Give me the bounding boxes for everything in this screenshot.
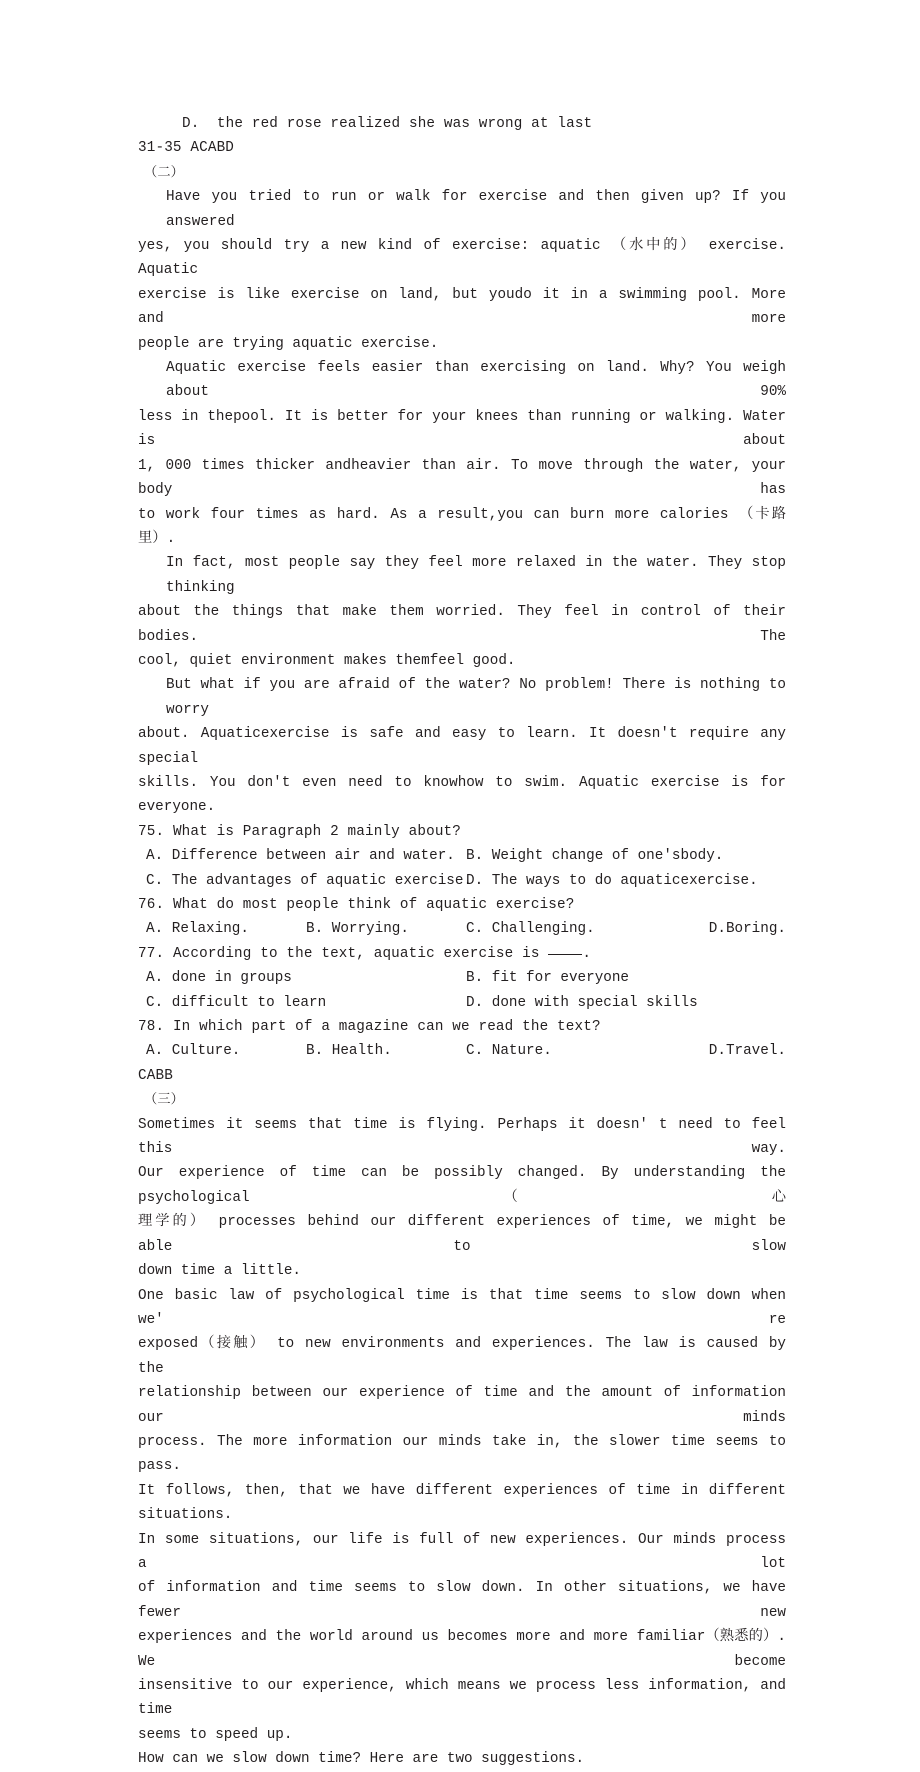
section-marker-three: （三） (144, 1092, 185, 1108)
option-b[interactable]: B. Health. (306, 1043, 392, 1060)
passage-2-paragraph-4 (138, 673, 786, 819)
option-d[interactable]: D.Travel. (708, 1043, 786, 1060)
passage-line: about the things that make them worried. They feel in control of their bodies. The (138, 604, 786, 645)
question-text: In which part of a magazine can we read the text? (172, 1019, 601, 1036)
passage-line: 1, 000 times thicker andheavier than air. To move through the water, your body has (138, 457, 786, 499)
question-76-stem (138, 893, 786, 917)
question-77-options-row-2 (138, 991, 786, 1015)
question-number: 78. (138, 1019, 165, 1036)
option-c[interactable]: C. The advantages of aquatic exercise. (146, 872, 473, 889)
passage-line: It follows, then, that we have different experiences of time in different situations. (138, 1482, 786, 1524)
passage-line: cool, quiet environment makes themfeel good. (138, 652, 516, 669)
passage-line: of information and time seems to slow down. In other situations, we have fewer new (138, 1580, 786, 1621)
passage-line: exposed（接触） to new environments and experiences. The law is caused by the (138, 1336, 786, 1377)
question-number: 75. (138, 823, 165, 840)
passage-line: skills. You don't even need to knowhow to swim. Aquatic exercise is for everyone. (138, 774, 786, 816)
question-number: 77. (138, 945, 165, 962)
passage-3-paragraph-1 (138, 1113, 786, 1284)
option-b[interactable]: B. Weight change of one'sbody. (466, 848, 724, 865)
question-76 (138, 893, 786, 942)
previous-question-option-d: D. the red rose realized she was wrong at last (182, 116, 593, 132)
option-c[interactable]: C. Challenging. (466, 921, 595, 938)
question-76-options-row (138, 917, 786, 941)
question-text-end: . (582, 945, 592, 962)
question-77-stem (138, 942, 786, 966)
question-75-options-row-2 (138, 869, 786, 893)
question-78 (138, 1015, 786, 1064)
passage-3-paragraph-3 (138, 1747, 786, 1771)
passage-line: Have you tried to run or walk for exercise and then given up? If you answered (166, 189, 786, 230)
passage-2-paragraph-2 (138, 356, 786, 551)
answer-blank[interactable] (548, 954, 582, 955)
passage-line: less in thepool. It is better for your knees than running or walking. Water is about (138, 408, 786, 450)
question-75 (138, 820, 786, 893)
question-78-stem (138, 1015, 786, 1039)
option-b[interactable]: B. fit for everyone (466, 970, 630, 987)
passage-line: experiences and the world around us becomes more and more familiar（熟悉的）. We become (138, 1629, 786, 1670)
option-a[interactable]: A. Culture. (146, 1043, 241, 1060)
passage-line: seems to speed up. (138, 1726, 293, 1743)
passage-line: Aquatic exercise feels easier than exercising on land. Why? You weigh about 90% (166, 360, 786, 401)
passage-line: In fact, most people say they feel more relaxed in the water. They stop thinking (166, 555, 786, 596)
passage-line: process. The more information our minds take in, the slower time seems to pass. (138, 1433, 786, 1475)
passage-line: relationship between our experience of time and the amount of information our minds (138, 1385, 786, 1426)
passage-2-paragraph-3 (138, 551, 786, 673)
answer-key-31-35: 31-35 ACABD (138, 140, 235, 157)
passage-line: 理学的） processes behind our different experiences of time, we might be able to slow (138, 1214, 786, 1255)
answer-key-75-78: CABB (138, 1067, 173, 1084)
question-75-stem (138, 820, 786, 844)
passage-line: to work four times as hard. As a result,you can burn more calories （卡路里）. (138, 506, 786, 547)
question-77 (138, 942, 786, 1015)
question-75-options-row-1 (138, 844, 786, 868)
passage-line: down time a little. (138, 1263, 302, 1280)
option-c[interactable]: C. difficult to learn (146, 994, 327, 1011)
option-a[interactable]: A. Relaxing. (146, 921, 249, 938)
passage-line: Our experience of time can be possibly changed. By understanding the psychological（心 (138, 1165, 786, 1206)
passage-line: How can we slow down time? Here are two suggestions. (138, 1751, 585, 1768)
passage-line: In some situations, our life is full of new experiences. Our minds process a lot (138, 1531, 786, 1572)
passage-line: insensitive to our experience, which means we process less information, and time (138, 1678, 786, 1719)
passage-line: But what if you are afraid of the water? No problem! There is nothing to worry (166, 677, 786, 718)
question-77-options-row-1 (138, 966, 786, 990)
passage-2-paragraph-1 (138, 185, 786, 356)
passage-line: yes, you should try a new kind of exercise: aquatic （水中的） exercise. Aquatic (138, 238, 786, 279)
option-d[interactable]: D. The ways to do aquaticexercise. (466, 872, 758, 889)
option-c[interactable]: C. Nature. (466, 1043, 552, 1060)
option-b[interactable]: B. Worrying. (306, 921, 409, 938)
option-a[interactable]: A. Difference between air and water. (146, 848, 455, 865)
passage-line: about. Aquaticexercise is safe and easy to learn. It doesn't require any special (138, 726, 786, 767)
passage-line: exercise is like exercise on land, but youdo it in a swimming pool. More and more (138, 286, 786, 328)
question-text: What is Paragraph 2 mainly about? (172, 823, 462, 840)
document-body (138, 112, 786, 1772)
question-text: What do most people think of aquatic exercise? (172, 897, 575, 913)
passage-line: people are trying aquatic exercise. (138, 335, 439, 352)
passage-3-paragraph-2 (138, 1284, 786, 1748)
option-d[interactable]: D. done with special skills (466, 994, 698, 1011)
question-text: According to the text, aquatic exercise is (172, 945, 549, 962)
option-d[interactable]: D.Boring. (708, 921, 786, 938)
passage-line: Sometimes it seems that time is flying. Perhaps it doesn' t need to feel this way. (138, 1116, 786, 1158)
question-number: 76. (138, 897, 165, 913)
question-78-options-row (138, 1039, 786, 1063)
section-marker-two: （二） (144, 164, 185, 180)
passage-line: One basic law of psychological time is that time seems to slow down when we' re (138, 1287, 786, 1328)
option-a[interactable]: A. done in groups (146, 970, 292, 987)
